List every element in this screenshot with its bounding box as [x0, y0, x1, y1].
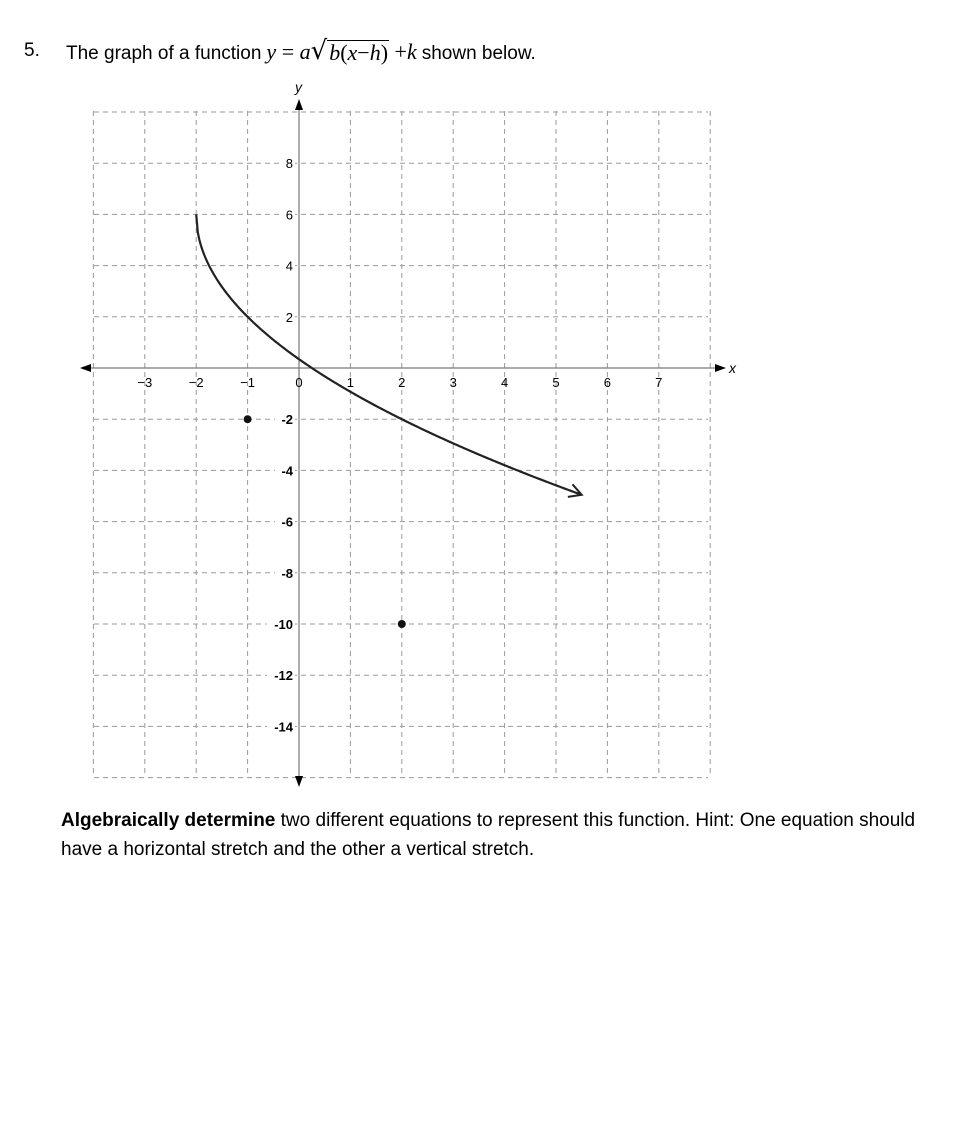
marked-point: [244, 415, 252, 423]
stem-before: The graph of a function: [66, 43, 262, 64]
x-tick-label: 6: [603, 375, 612, 390]
x-tick-label: 3: [449, 375, 457, 390]
function-curve: [196, 214, 582, 628]
x-tick-label: −2: [188, 375, 204, 390]
y-tick-label: -4: [281, 463, 293, 479]
y-tick-label: -10: [274, 617, 293, 632]
square-root: √ b(x−h): [310, 36, 389, 66]
x-tick-label: 7: [655, 375, 663, 390]
y-axis-arrow-down: [295, 776, 303, 787]
y-tick-label: 6: [285, 207, 293, 223]
x-axis-label: x: [729, 360, 736, 376]
tick-labels: [137, 155, 662, 734]
function-equation: y = a √ b(x−h) +k: [266, 36, 417, 66]
instruction-text: [61, 806, 931, 864]
y-tick-label: 2: [285, 309, 293, 325]
stem-after: shown below.: [421, 43, 536, 64]
y-tick-label: -2: [281, 412, 293, 428]
marked-point: [398, 620, 406, 628]
x-tick-label: 4: [500, 375, 509, 390]
y-tick-label: -6: [281, 514, 293, 530]
x-axis-arrow-right: [715, 364, 726, 372]
x-axis-arrow-left: [80, 364, 91, 372]
x-tick-label: −1: [240, 375, 256, 390]
x-tick-label: 1: [346, 375, 355, 390]
grid: [93, 111, 710, 778]
instruction-bold: Algebraically determine: [61, 810, 276, 831]
x-tick-label: −3: [137, 375, 153, 390]
x-tick-label: 0: [295, 375, 303, 390]
y-tick-label: -12: [274, 668, 293, 684]
x-tick-label: 2: [398, 375, 406, 390]
instruction-body: two different equations to represent this function. Hint: One equation should have a horizontal stretch and the other a vertical stretch.: [61, 810, 916, 860]
axes: [80, 79, 737, 787]
y-axis-arrow-up: [295, 99, 303, 110]
y-tick-label: 4: [285, 258, 293, 274]
y-tick-label: -8: [281, 565, 293, 581]
y-axis-label: y: [295, 79, 302, 95]
y-tick-label: 8: [285, 156, 293, 172]
function-curve-path: [196, 214, 582, 494]
question-number: 5.: [24, 40, 40, 61]
x-tick-label: 5: [552, 375, 560, 390]
y-tick-label: -14: [274, 719, 293, 735]
